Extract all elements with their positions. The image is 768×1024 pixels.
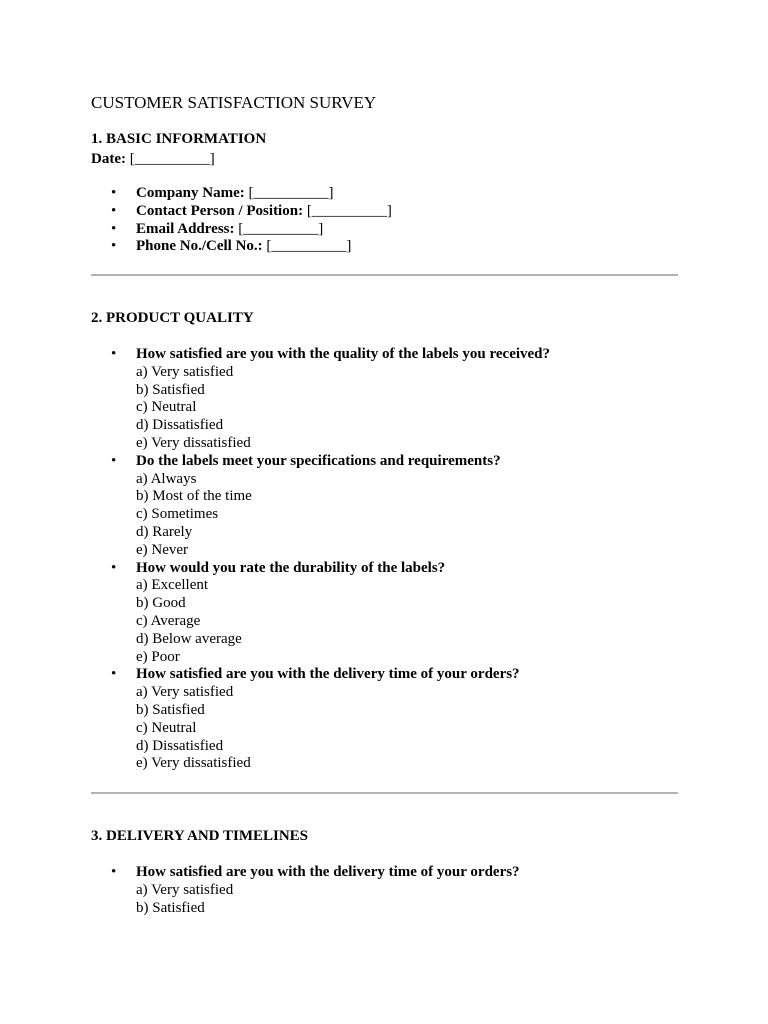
answer-option[interactable]: d) Dissatisfied xyxy=(136,417,224,434)
company-name-label: Company Name: xyxy=(136,185,245,201)
answer-option[interactable]: e) Very dissatisfied xyxy=(136,755,251,772)
bullet-icon: • xyxy=(111,864,117,880)
answer-option[interactable]: a) Very satisfied xyxy=(136,881,234,898)
date-label: Date: xyxy=(91,151,126,167)
answer-option[interactable]: b) Good xyxy=(136,595,186,612)
list-item xyxy=(91,238,392,256)
bullet-icon: • xyxy=(111,185,117,201)
product-quality-list xyxy=(91,346,550,773)
question-text: How would you rate the durability of the labels? xyxy=(136,559,446,576)
question-item xyxy=(91,453,550,560)
answer-option[interactable]: e) Very dissatisfied xyxy=(136,434,251,451)
answer-option[interactable]: a) Excellent xyxy=(136,577,209,594)
answer-option[interactable]: a) Very satisfied xyxy=(136,684,234,701)
section-3-heading: 3. DELIVERY AND TIMELINES xyxy=(91,828,309,844)
list-item xyxy=(91,221,392,239)
list-item xyxy=(91,203,392,221)
answer-option[interactable]: b) Satisfied xyxy=(136,899,205,916)
bullet-icon: • xyxy=(111,238,117,255)
answer-option[interactable]: c) Neutral xyxy=(136,399,197,416)
answer-option[interactable]: a) Very satisfied xyxy=(136,363,234,380)
question-item xyxy=(91,560,550,667)
date-field[interactable]: [__________] xyxy=(129,151,215,167)
section-divider xyxy=(91,274,678,276)
question-item xyxy=(91,346,550,453)
phone-field[interactable]: [__________] xyxy=(266,238,352,255)
answer-option[interactable]: c) Sometimes xyxy=(136,506,219,523)
bullet-icon: • xyxy=(111,220,117,237)
date-line xyxy=(91,150,215,168)
list-item xyxy=(91,185,392,203)
section-divider xyxy=(91,792,678,794)
question-item xyxy=(91,666,550,773)
phone-label: Phone No./Cell No.: xyxy=(136,238,263,255)
email-field[interactable]: [__________] xyxy=(238,220,324,237)
question-item xyxy=(91,864,520,917)
page-title: CUSTOMER SATISFACTION SURVEY xyxy=(91,93,377,112)
section-2-heading: 2. PRODUCT QUALITY xyxy=(91,310,254,326)
answer-option[interactable]: e) Poor xyxy=(136,648,180,665)
answer-option[interactable]: c) Neutral xyxy=(136,719,197,736)
answer-option[interactable]: e) Never xyxy=(136,541,189,558)
answer-option[interactable]: b) Most of the time xyxy=(136,488,252,505)
bullet-icon: • xyxy=(111,346,117,362)
question-text: Do the labels meet your specifications and requirements? xyxy=(136,452,501,469)
basic-info-list xyxy=(91,185,392,256)
contact-person-label: Contact Person / Position: xyxy=(136,202,304,219)
email-label: Email Address: xyxy=(136,220,235,237)
answer-option[interactable]: a) Always xyxy=(136,470,197,487)
bullet-icon: • xyxy=(111,666,117,683)
answer-option[interactable]: c) Average xyxy=(136,612,201,629)
answer-option[interactable]: d) Dissatisfied xyxy=(136,737,224,754)
company-name-field[interactable]: [__________] xyxy=(248,185,334,201)
answer-option[interactable]: d) Rarely xyxy=(136,523,193,540)
bullet-icon: • xyxy=(111,452,117,469)
question-text: How satisfied are you with the delivery time of your orders? xyxy=(136,666,520,683)
bullet-icon: • xyxy=(111,559,117,576)
delivery-list xyxy=(91,864,520,917)
contact-person-field[interactable]: [__________] xyxy=(306,202,392,219)
answer-option[interactable]: b) Satisfied xyxy=(136,701,205,718)
section-1-heading: 1. BASIC INFORMATION xyxy=(91,131,267,147)
answer-option[interactable]: b) Satisfied xyxy=(136,381,205,398)
question-text: How satisfied are you with the quality of the labels you received? xyxy=(136,346,551,362)
bullet-icon: • xyxy=(111,202,117,219)
question-text: How satisfied are you with the delivery time of your orders? xyxy=(136,864,520,880)
answer-option[interactable]: d) Below average xyxy=(136,630,242,647)
